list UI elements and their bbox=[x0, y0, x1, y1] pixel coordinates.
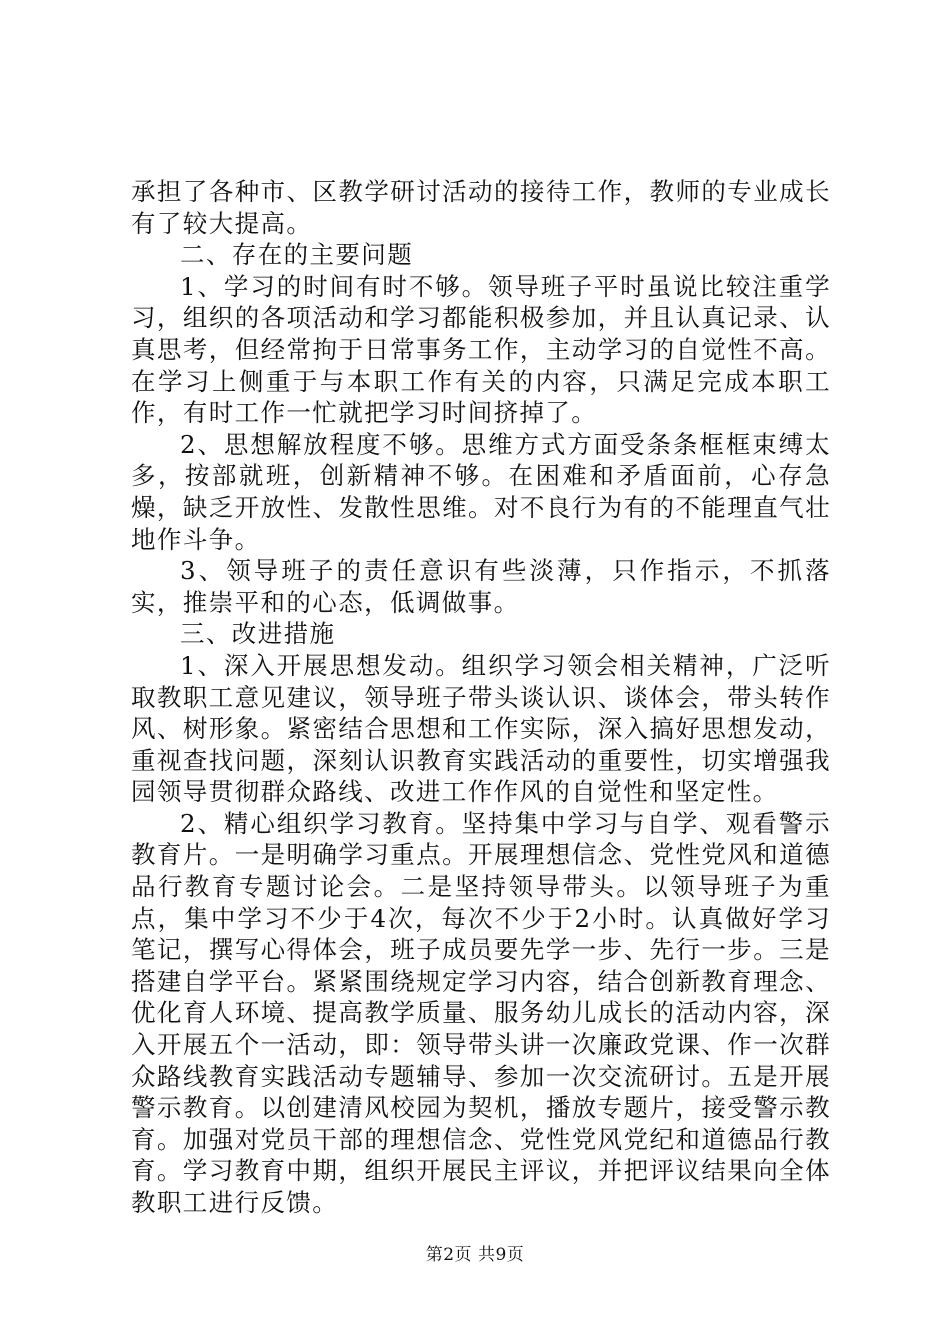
paragraph-problem-3: 3、领导班子的责任意识有些淡薄，只作指示，不抓落实，推崇平和的心态，低调做事。 bbox=[131, 556, 831, 617]
section-heading-problems: 二、存在的主要问题 bbox=[180, 240, 414, 270]
section-heading-measures: 三、改进措施 bbox=[180, 619, 336, 649]
paragraph-measure-1: 1、深入开展思想发动。组织学习领会相关精神，广泛听取教职工意见建议，领导班子带头谈认识、谈体会，带头转作风、树形象。紧密结合思想和工作实际，深入搞好思想发动，重视查找问题，深刻认识教育实践活动的重要性，切实增强我园领导贯彻群众路线、改进工作作风的自觉性和坚定性。 bbox=[131, 650, 831, 807]
paragraph-measure-2: 2、精心组织学习教育。坚持集中学习与自学、观看警示教育片。一是明确学习重点。开展理想信念、党性党风和道德品行教育专题讨论会。二是坚持领导带头。以领导班子为重点，集中学习不少于4次，每次不少于2小时。认真做好学习笔记，撰写心得体会，班子成员要先学一步、先行一步。三是搭建自学平台。紧紧围绕规定学习内容，结合创新教育理念、优化育人环境、提高教学质量、服务幼儿成长的活动内容，深入开展五个一活动，即：领导带头讲一次廉政党课、作一次群众路线教育实践活动专题辅导、参加一次交流研讨。五是开展警示教育。以创建清风校园为契机，播放专题片，接受警示教育。加强对党员干部的理想信念、党性党风党纪和道德品行教育。学习教育中期，组织开展民主评议，并把评议结果向全体教职工进行反馈。 bbox=[131, 808, 831, 1217]
paragraph-problem-2: 2、思想解放程度不够。思维方式方面受条条框框束缚太多，按部就班，创新精神不够。在困难和矛盾面前，心存急燥，缺乏开放性、发散性思维。对不良行为有的不能理直气壮地作斗争。 bbox=[131, 429, 831, 554]
document-body bbox=[131, 176, 831, 1219]
paragraph-problem-1: 1、学习的时间有时不够。领导班子平时虽说比较注重学习，组织的各项活动和学习都能积极参加，并且认真记录、认真思考，但经常拘于日常事务工作，主动学习的自觉性不高。在学习上侧重于与本职工作有关的内容，只满足完成本职工作，有时工作一忙就把学习时间挤掉了。 bbox=[131, 271, 831, 428]
page-number-footer: 第2页 共9页 bbox=[425, 1245, 525, 1265]
paragraph-continuation: 承担了各种市、区教学研讨活动的接待工作，教师的专业成长有了较大提高。 bbox=[131, 177, 831, 238]
